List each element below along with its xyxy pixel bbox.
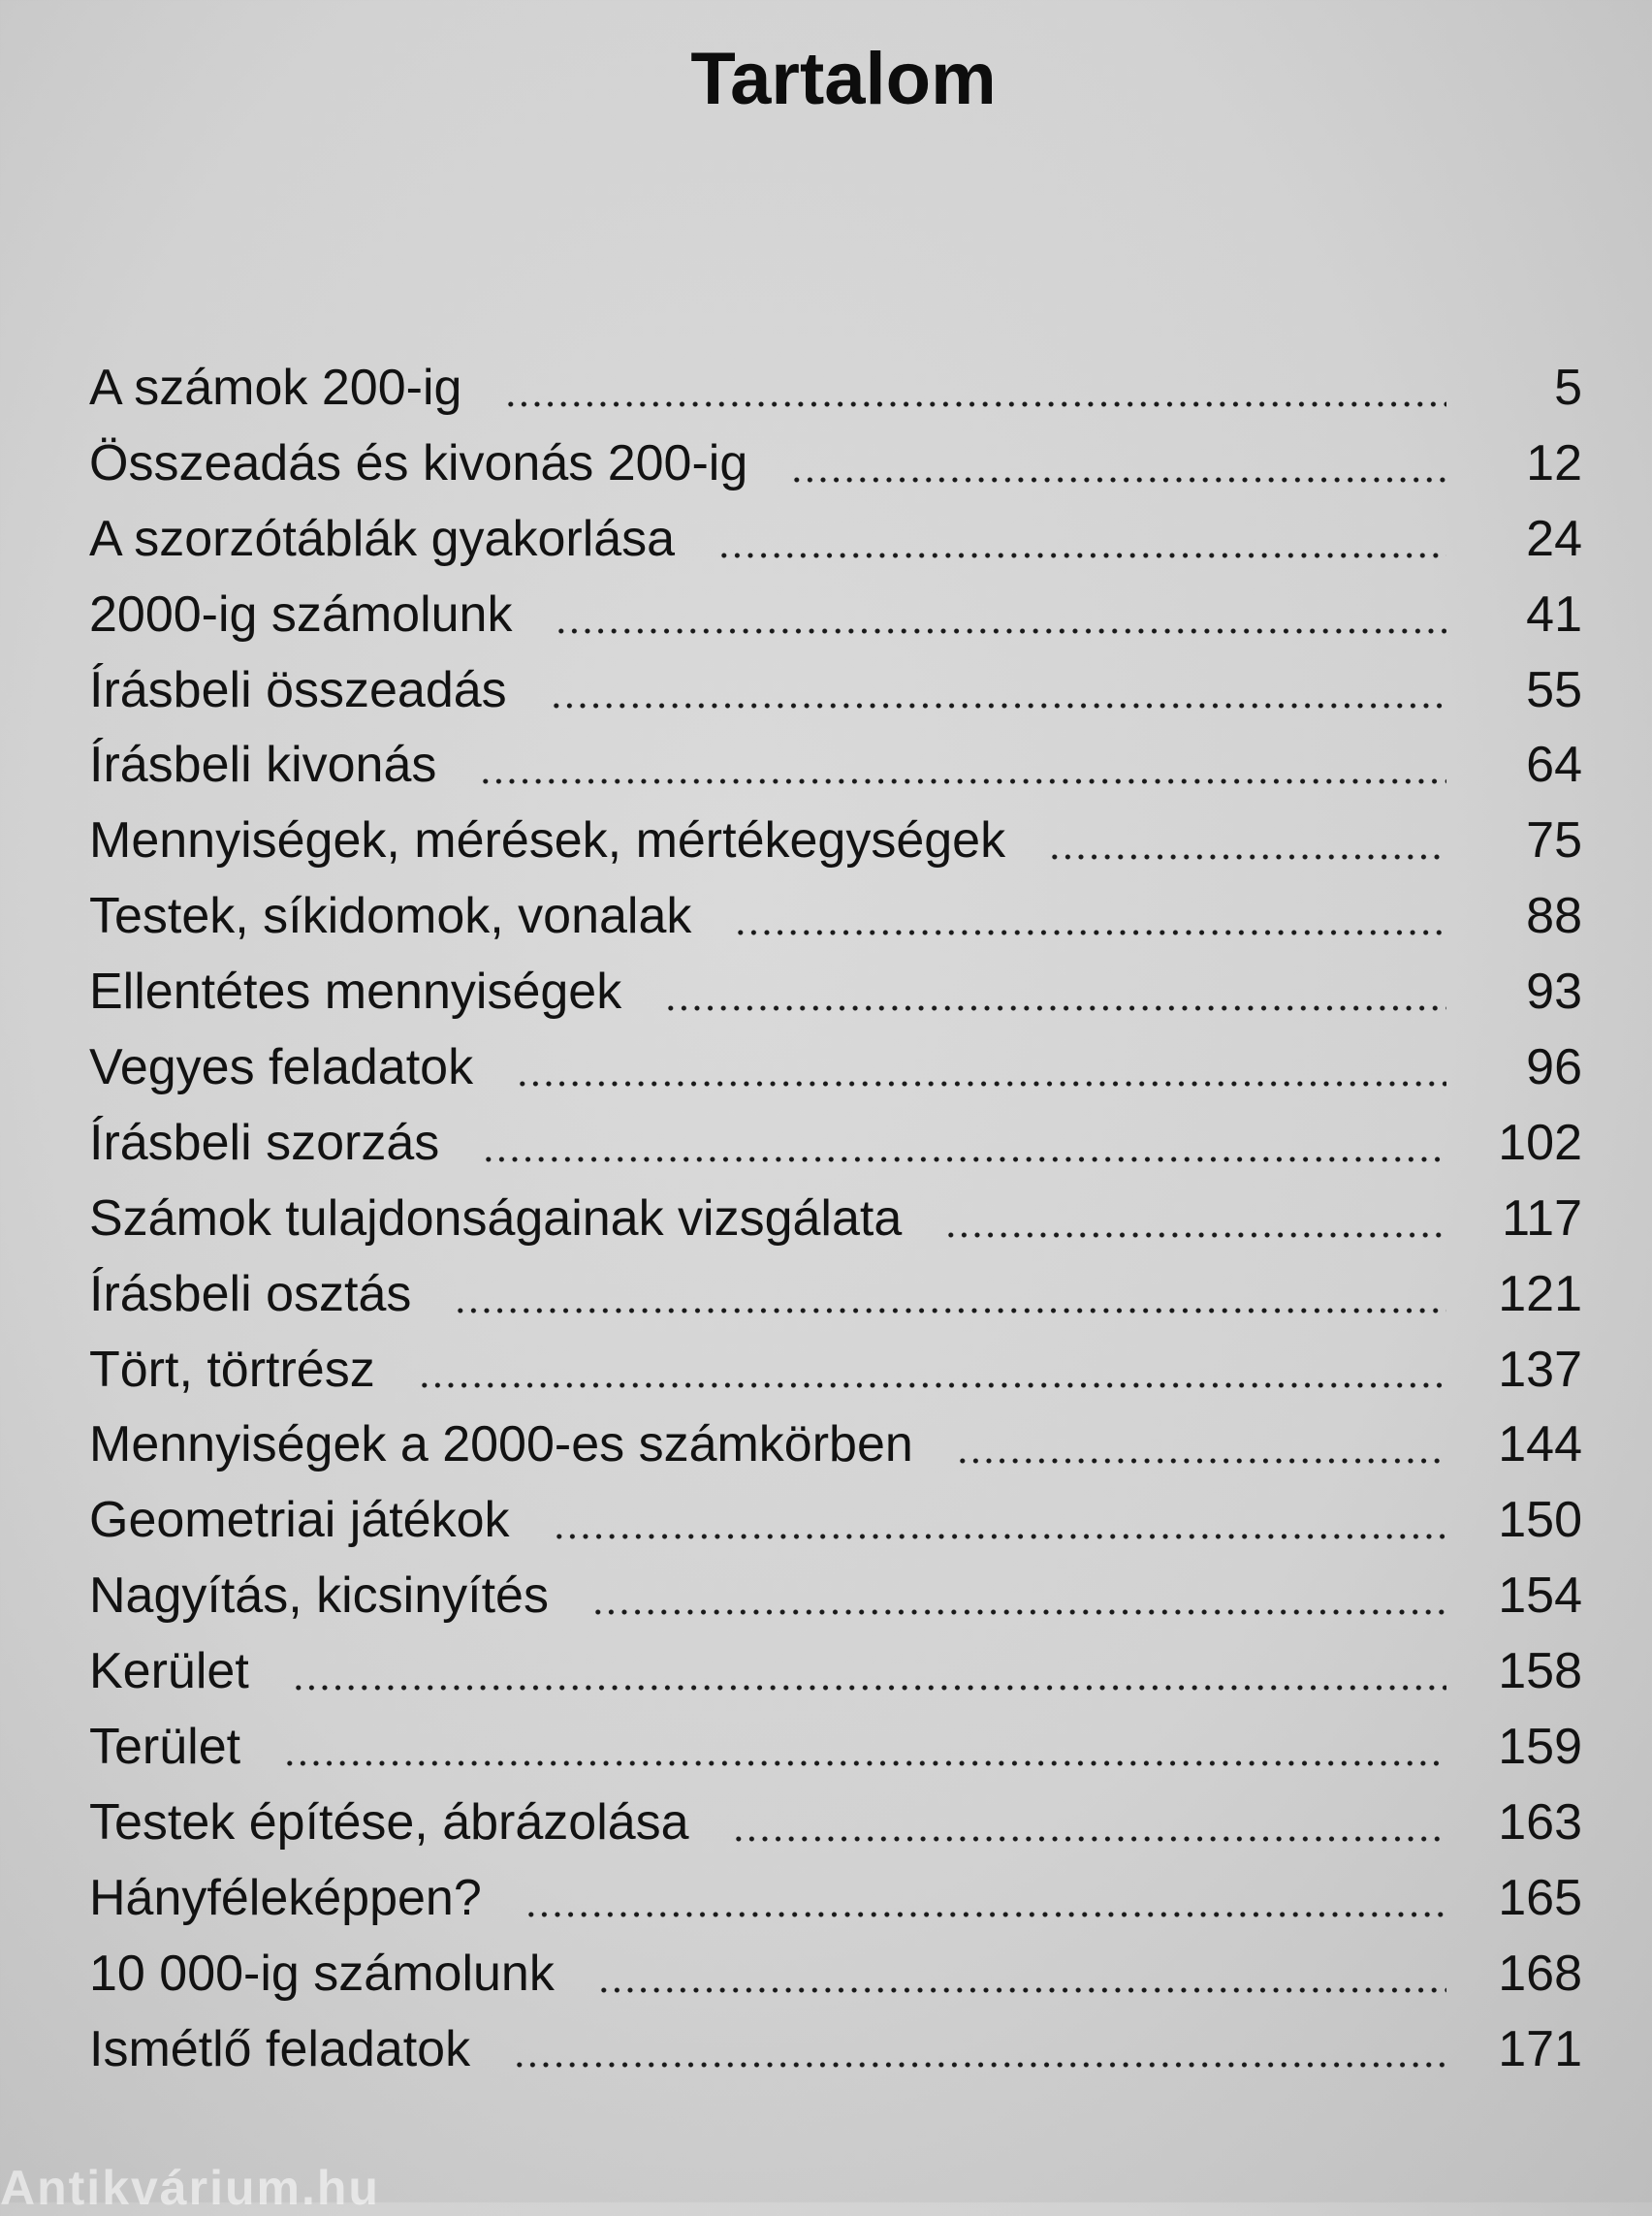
dot-leader — [717, 551, 1446, 560]
dot-leader — [944, 1230, 1446, 1240]
toc-entry — [89, 1937, 1582, 2012]
dot-leader — [553, 1532, 1446, 1541]
dot-leader — [732, 1834, 1446, 1844]
toc-entry-page-number: 121 — [1498, 1265, 1582, 1322]
toc-entry-page-number: 93 — [1526, 964, 1582, 1021]
toc-entry — [89, 1333, 1582, 1409]
dot-leader — [550, 701, 1446, 711]
toc-entry-title: Kerület — [89, 1643, 249, 1700]
toc-entry — [89, 427, 1582, 502]
toc-entry-title: Összeadás és kivonás 200-ig — [89, 434, 748, 491]
toc-entry-title: Számok tulajdonságainak vizsgálata — [89, 1189, 903, 1247]
toc-entry-page-number: 137 — [1498, 1341, 1582, 1398]
toc-entry-title: 2000-ig számolunk — [89, 586, 513, 643]
toc-entry-page-number: 75 — [1526, 812, 1582, 870]
toc-entry — [89, 1483, 1582, 1559]
toc-entry-title: Ismétlő feladatok — [89, 2020, 471, 2077]
toc-entry-title: Írásbeli kivonás — [89, 737, 437, 794]
toc-entry — [89, 1786, 1582, 1861]
dot-leader — [597, 1985, 1446, 1995]
toc-entry-title: Mennyiségek a 2000-es számkörben — [89, 1416, 913, 1473]
dot-leader — [790, 475, 1446, 485]
toc-entry-page-number: 88 — [1526, 888, 1582, 945]
toc-entry-title: Vegyes feladatok — [89, 1039, 474, 1096]
toc-entry-page-number: 163 — [1498, 1793, 1582, 1851]
toc-entry-page-number: 154 — [1498, 1567, 1582, 1625]
dot-leader — [734, 928, 1446, 937]
watermark-text: Antikvárium.hu — [0, 2161, 380, 2215]
dot-leader — [956, 1456, 1446, 1466]
toc-entry-page-number: 12 — [1526, 434, 1582, 491]
toc-entry — [89, 351, 1582, 427]
toc-entry-title: A szorzótáblák gyakorlása — [89, 510, 676, 567]
dot-leader — [516, 1079, 1446, 1089]
toc-entry-page-number: 144 — [1498, 1416, 1582, 1473]
dot-leader — [591, 1607, 1446, 1617]
toc-entry — [89, 1408, 1582, 1483]
toc-entry-page-number: 24 — [1526, 510, 1582, 567]
page-title: Tartalom — [690, 38, 997, 120]
toc-entry-page-number: 171 — [1498, 2020, 1582, 2077]
toc-entry — [89, 1182, 1582, 1257]
table-of-contents — [89, 351, 1582, 2087]
toc-entry — [89, 1030, 1582, 1106]
dot-leader — [504, 399, 1446, 409]
toc-entry-title: Írásbeli szorzás — [89, 1114, 440, 1171]
toc-entry-title: Testek építése, ábrázolása — [89, 1793, 689, 1851]
dot-leader — [292, 1683, 1446, 1693]
toc-entry-page-number: 64 — [1526, 737, 1582, 794]
toc-entry-title: Írásbeli osztás — [89, 1265, 412, 1322]
toc-entry-page-number: 96 — [1526, 1039, 1582, 1096]
toc-entry — [89, 578, 1582, 653]
toc-entry-page-number: 117 — [1502, 1189, 1582, 1247]
dot-leader — [454, 1306, 1446, 1315]
dot-leader — [482, 1155, 1446, 1164]
toc-entry-title: Geometriai játékok — [89, 1492, 510, 1549]
dot-leader — [1048, 852, 1446, 862]
toc-entry — [89, 502, 1582, 578]
dot-leader — [479, 776, 1446, 786]
dot-leader — [555, 626, 1446, 636]
toc-entry — [89, 1861, 1582, 1937]
toc-entry-title: Hányféleképpen? — [89, 1869, 482, 1926]
toc-entry — [89, 804, 1582, 879]
dot-leader — [524, 1910, 1446, 1919]
dot-leader — [283, 1758, 1446, 1768]
toc-entry — [89, 1106, 1582, 1182]
toc-entry-title: Nagyítás, kicsinyítés — [89, 1567, 549, 1625]
toc-entry-title: Testek, síkidomok, vonalak — [89, 888, 692, 945]
dot-leader — [664, 1003, 1446, 1013]
toc-entry-page-number: 41 — [1526, 586, 1582, 643]
toc-entry-title: Terület — [89, 1719, 241, 1776]
toc-entry — [89, 1559, 1582, 1634]
toc-entry-title: Mennyiségek, mérések, mértékegységek — [89, 812, 1006, 870]
toc-entry-title: Tört, törtrész — [89, 1341, 375, 1398]
toc-entry — [89, 879, 1582, 955]
toc-entry-page-number: 5 — [1554, 360, 1582, 416]
toc-entry — [89, 1634, 1582, 1710]
toc-entry-page-number: 159 — [1498, 1719, 1582, 1776]
toc-entry-title: Ellentétes mennyiségek — [89, 964, 622, 1021]
toc-entry-page-number: 158 — [1498, 1643, 1582, 1700]
toc-entry-title: Írásbeli összeadás — [89, 661, 507, 718]
toc-entry-page-number: 165 — [1498, 1869, 1582, 1926]
toc-entry — [89, 728, 1582, 804]
toc-entry-page-number: 150 — [1498, 1492, 1582, 1549]
toc-entry — [89, 653, 1582, 729]
toc-entry — [89, 955, 1582, 1030]
toc-entry-title: 10 000-ig számolunk — [89, 1945, 555, 2002]
dot-leader — [418, 1380, 1446, 1390]
toc-entry-title: A számok 200-ig — [89, 360, 462, 416]
toc-entry — [89, 1257, 1582, 1333]
toc-entry-page-number: 55 — [1526, 661, 1582, 718]
toc-entry — [89, 2012, 1582, 2088]
toc-entry-page-number: 168 — [1498, 1945, 1582, 2002]
dot-leader — [513, 2060, 1446, 2070]
toc-entry — [89, 1710, 1582, 1786]
toc-entry-page-number: 102 — [1498, 1114, 1582, 1171]
